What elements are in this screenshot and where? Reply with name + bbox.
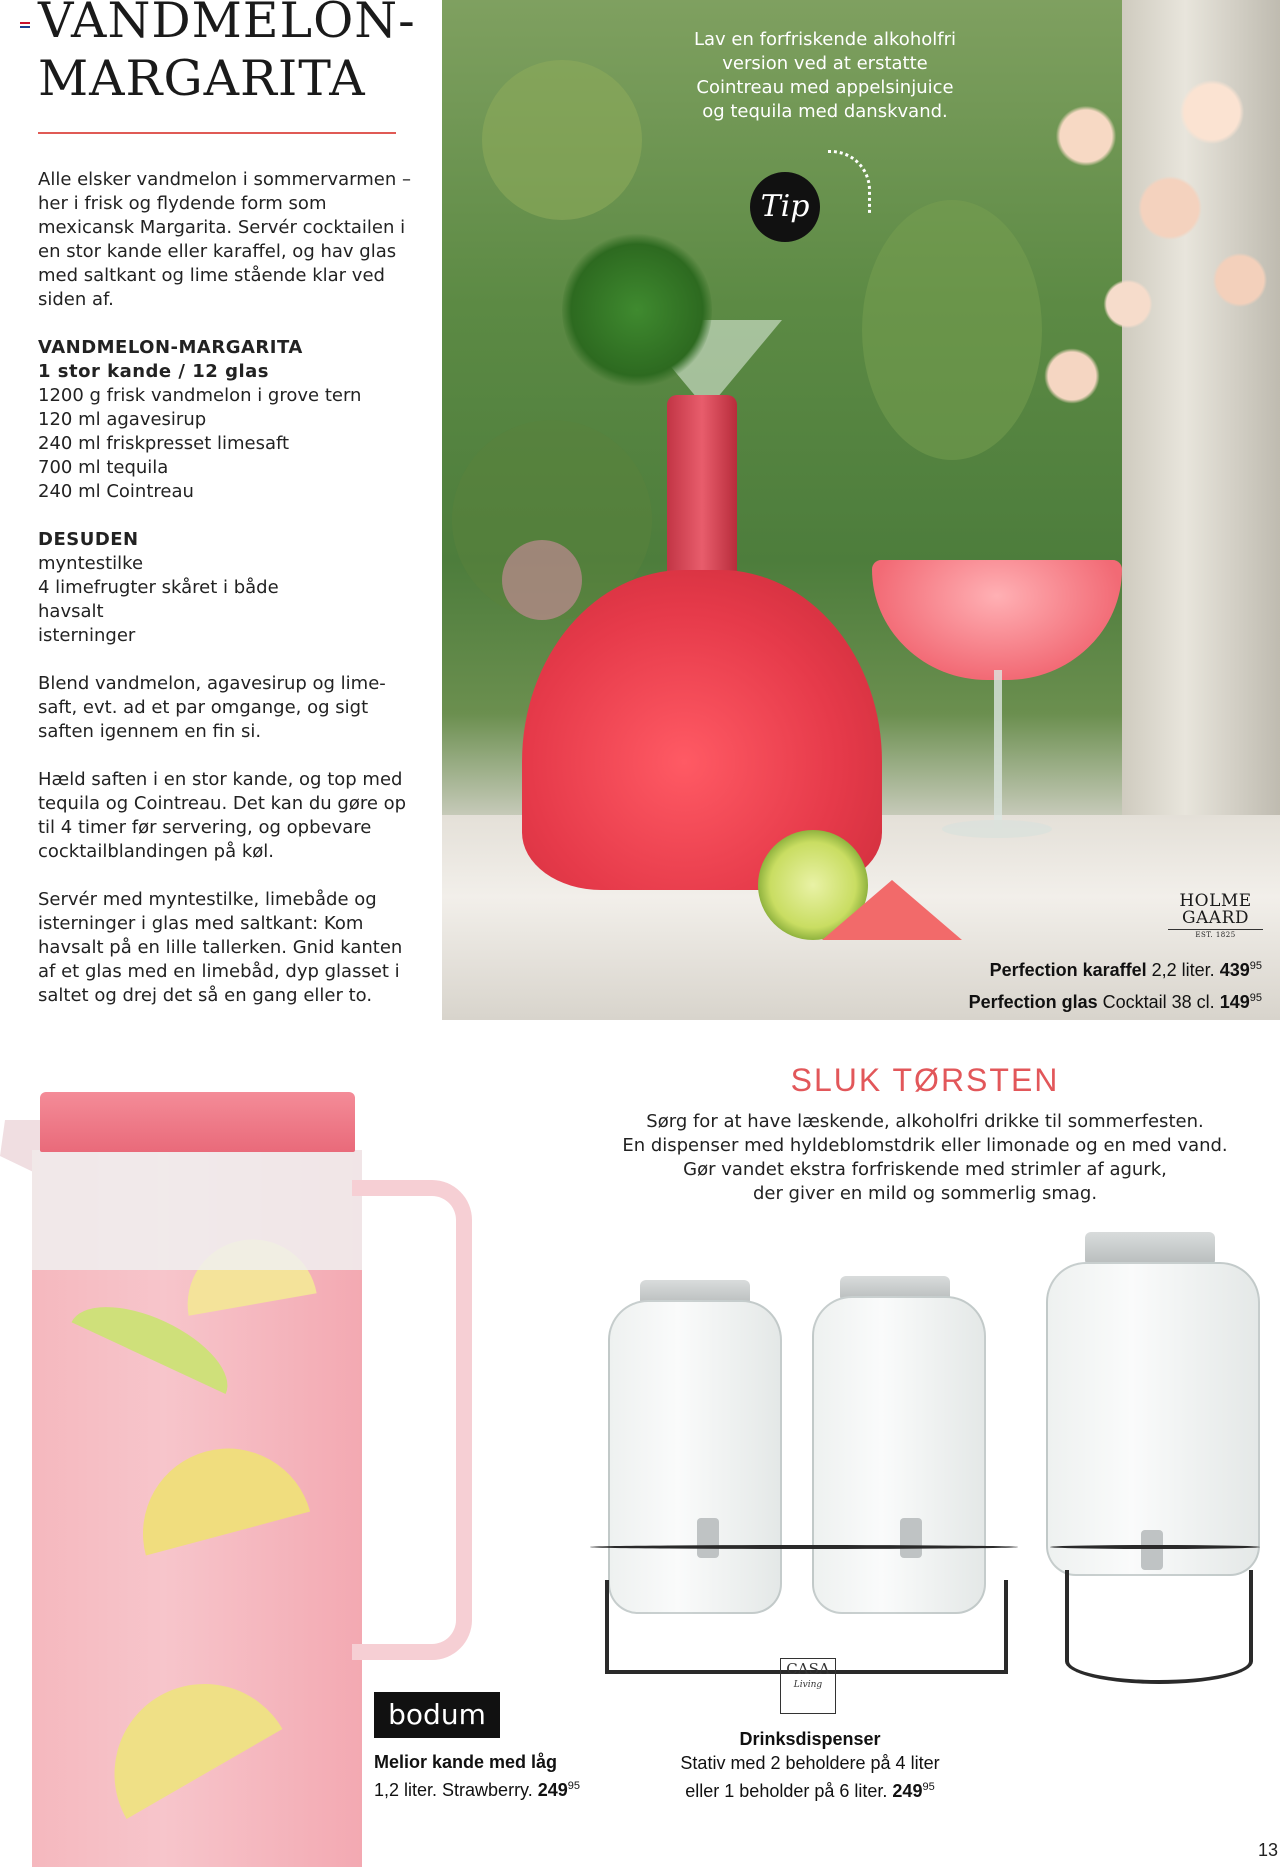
product-desc: eller 1 beholder på 6 liter.	[685, 1781, 888, 1801]
jar-lid	[1085, 1232, 1215, 1266]
product-desc: 1,2 liter. Strawberry.	[374, 1780, 533, 1800]
product-price: 149	[1219, 992, 1250, 1012]
product-name: Drinksdispenser	[739, 1729, 881, 1749]
product-line	[930, 952, 1262, 984]
dispenser-stand	[1065, 1570, 1253, 1684]
dispenser-jar	[812, 1296, 986, 1614]
tip-text: Lav en forfriskende alkoholfri version ved at erstatte Cointreau med appelsinjuice og tequila med danskvand.	[694, 29, 956, 122]
bodum-logo: bodum	[374, 1692, 500, 1738]
tap-icon	[900, 1518, 922, 1558]
hero-product-list	[930, 952, 1262, 1016]
tip-badge: Tip	[750, 172, 820, 242]
recipe-step: Blend vandmelon, agavesirup og lime-saft, evt. ad et par omgange, og sigt saften igennem en fin si.	[38, 673, 386, 742]
tap-icon	[697, 1518, 719, 1558]
flag-icon	[20, 22, 30, 28]
body-line: Gør vandet ekstra forfriskende med strimler af agurk,	[683, 1159, 1167, 1180]
ingredient-item: 240 ml Cointreau	[38, 481, 194, 502]
product-price: 249	[537, 1780, 568, 1800]
title-divider	[38, 132, 396, 134]
watermelon-slice	[822, 880, 962, 940]
holmegaard-logo	[1168, 893, 1263, 940]
product-cents: 95	[1249, 960, 1262, 972]
body-line: En dispenser med hyldeblomstdrik eller limonade og en med vand.	[622, 1135, 1228, 1156]
ingredient-item: 240 ml friskpresset limesaft	[38, 433, 290, 454]
body-line: Sørg for at have læskende, alkoholfri drikke til sommerfesten.	[646, 1111, 1204, 1132]
brand-est: EST. 1825	[1168, 929, 1263, 940]
product-desc: Stativ med 2 beholdere på 4 liter	[680, 1753, 940, 1773]
brand-line: HOLME	[1179, 891, 1252, 911]
flower-branch	[1002, 40, 1280, 520]
extra-item: isterninger	[38, 625, 136, 646]
product-name: Melior kande med låg	[374, 1752, 558, 1772]
section-heading: SLUK TØRSTEN	[790, 1062, 1060, 1098]
lemon-slice	[124, 1429, 310, 1555]
bokeh-shape	[482, 60, 642, 220]
product-desc: 2,2 liter.	[1151, 960, 1215, 980]
ingredients-heading: VANDMELON-MARGARITA	[38, 337, 303, 358]
mint-sprig	[562, 230, 712, 390]
stand-rim	[1050, 1545, 1260, 1549]
hero-photo	[442, 0, 1280, 1020]
tap-icon	[1141, 1530, 1163, 1570]
casa-product	[660, 1727, 960, 1803]
extra-item: 4 limefrugter skåret i både	[38, 577, 279, 598]
glass-stem	[994, 670, 1002, 830]
product-line	[930, 984, 1262, 1016]
extras-block	[38, 528, 418, 648]
stand-rim	[590, 1545, 1018, 1549]
bodum-product	[374, 1750, 614, 1802]
lemon-slice	[82, 1651, 283, 1819]
product-name: Perfection glas	[968, 992, 1098, 1012]
cocktail-glass	[872, 560, 1122, 680]
product-desc: Cocktail 38 cl.	[1102, 992, 1215, 1012]
bokeh-shape	[502, 540, 582, 620]
extra-item: havsalt	[38, 601, 104, 622]
logo-text: CASA	[786, 1660, 830, 1678]
product-name: Perfection karaffel	[989, 960, 1147, 980]
section-body	[590, 1110, 1260, 1206]
product-cents: 95	[567, 1780, 581, 1792]
pitcher-glass-top	[32, 1150, 362, 1270]
dispenser-jar	[1046, 1262, 1260, 1576]
dispenser-jar	[608, 1300, 782, 1614]
recipe-step: Hæld saften i en stor kande, og top med tequila og Cointreau. Det kan du gøre op til 4 timer før servering, og opbevare cocktailblandingen på køl.	[38, 769, 407, 862]
extra-item: myntestilke	[38, 553, 144, 574]
recipe-title: VANDMELON-MARGARITA	[38, 0, 416, 107]
recipe-yield: 1 stor kande / 12 glas	[38, 361, 269, 382]
recipe-text	[38, 168, 418, 1032]
ingredient-item: 1200 g frisk vandmelon i grove tern	[38, 385, 362, 406]
product-price: 439	[1219, 960, 1250, 980]
ingredients-block	[38, 336, 418, 504]
glass-foot	[942, 820, 1052, 838]
logo-subtext: Living	[793, 1680, 823, 1690]
casa-living-logo	[780, 1658, 836, 1714]
product-price: 249	[892, 1781, 923, 1801]
product-cents: 95	[922, 1781, 935, 1793]
recipe-step: Servér med myntestilke, limebåde og isterninger i glas med saltkant: Kom havsalt på en lille tallerken. Gnid kanten af et glas med en limebåd, dyp glasset i saltet og drej det så en gang eller to.	[38, 889, 403, 1006]
page-number: 13	[1258, 1840, 1279, 1860]
body-line: der giver en mild og sommerlig smag.	[752, 1183, 1098, 1204]
recipe-intro: Alle elsker vandmelon i sommervarmen – her i frisk og flydende form som mexicansk Margarita. Servér cocktailen i en stor kande eller karaffel, og hav glas med saltkant og lime stående klar ved siden af.	[38, 169, 411, 310]
pitcher-lid	[40, 1092, 355, 1152]
pitcher-handle	[352, 1180, 472, 1660]
product-cents: 95	[1249, 992, 1262, 1004]
extras-heading: DESUDEN	[38, 529, 139, 550]
brand-line: GAARD	[1181, 908, 1250, 928]
ingredient-item: 120 ml agavesirup	[38, 409, 207, 430]
ingredient-item: 700 ml tequila	[38, 457, 169, 478]
